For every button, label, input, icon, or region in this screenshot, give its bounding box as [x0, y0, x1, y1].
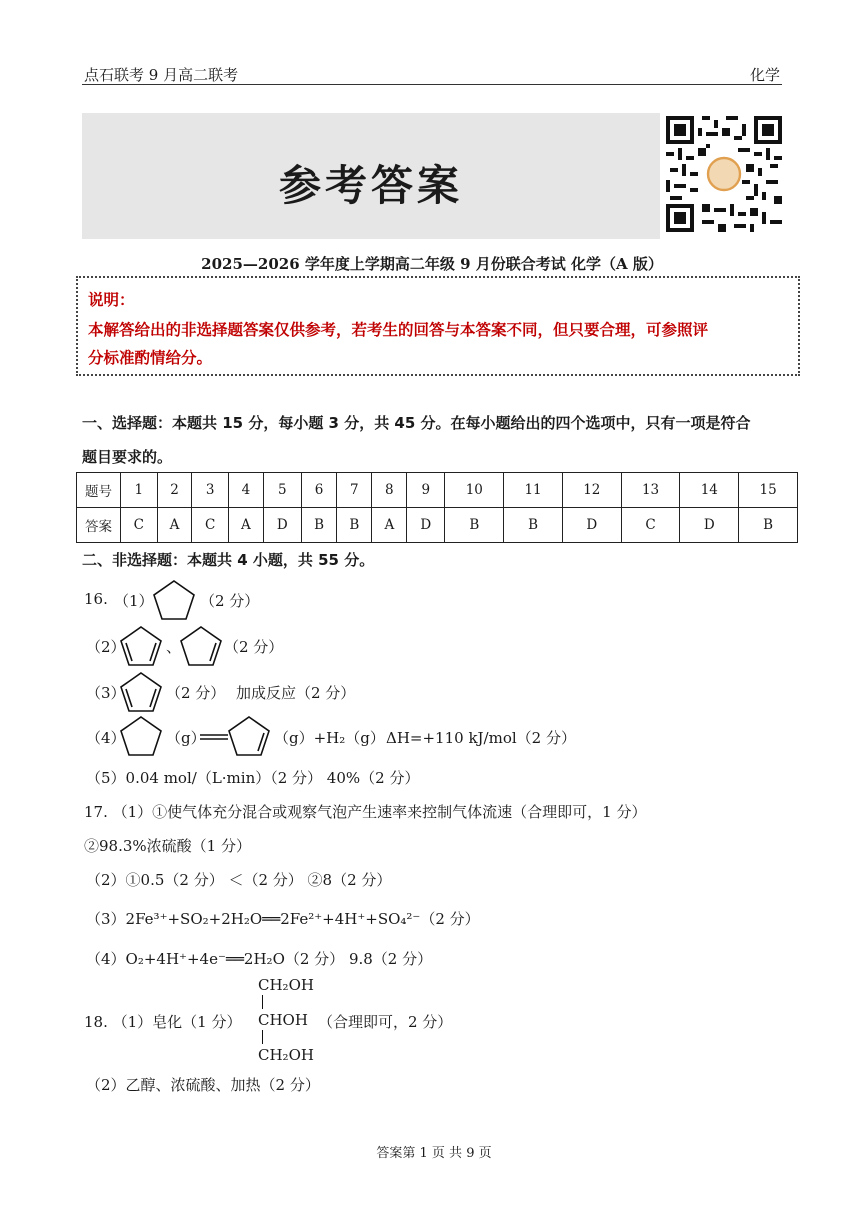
- section1-line-2: 题目要求的。: [82, 448, 173, 466]
- note-line-1: 本解答给出的非选择题答案仅供参考，若考生的回答与本答案不同，但只要合理，可参照评: [88, 321, 709, 339]
- glycerol-top: CH₂OH: [258, 976, 314, 994]
- bond-line: [262, 995, 263, 1009]
- section2-heading: 二、非选择题：本题共 4 小题，共 55 分。: [82, 551, 375, 569]
- answer-table: [76, 472, 798, 543]
- page-footer: 答案第 1 页 共 9 页: [376, 1146, 492, 1161]
- table-cell: B: [337, 508, 372, 543]
- table-cell: 5: [263, 473, 301, 508]
- table-cell: A: [229, 508, 264, 543]
- q16-p4-label: （4）: [86, 729, 126, 747]
- cyclopentane-icon: [118, 714, 164, 758]
- table-cell: 15: [739, 473, 798, 508]
- table-cell: B: [504, 508, 563, 543]
- header-divider: [82, 84, 782, 85]
- table-cell: C: [621, 508, 680, 543]
- cyclopentane-icon: [151, 578, 197, 622]
- table-cell: 8: [372, 473, 407, 508]
- table-cell: A: [372, 508, 407, 543]
- q16-p2-score: （2 分）: [224, 638, 284, 656]
- q16-p4-enthalpy: ΔH=+110 kJ/mol（2 分）: [386, 729, 576, 747]
- table-cell: 3: [192, 473, 229, 508]
- table-cell: 10: [445, 473, 504, 508]
- table-cell: D: [407, 508, 445, 543]
- title-banner: [82, 113, 660, 239]
- glycerol-bottom: CH₂OH: [258, 1046, 314, 1064]
- note-box: [76, 276, 800, 376]
- cyclopentadiene-icon: [118, 670, 164, 714]
- table-cell: A: [157, 508, 192, 543]
- q17-line-2: ②98.3%浓硫酸（1 分）: [84, 837, 251, 855]
- row-header: 题号: [77, 473, 121, 508]
- q17-line-3: （2）①0.5（2 分） ＜（2 分） ②8（2 分）: [86, 871, 392, 889]
- table-cell: B: [445, 508, 504, 543]
- q16-p3-text: 加成反应（2 分）: [236, 684, 356, 702]
- table-cell: D: [562, 508, 621, 543]
- table-cell: D: [263, 508, 301, 543]
- q17-line-5: （4）O₂+4H⁺+4e⁻══2H₂O（2 分） 9.8（2 分）: [86, 950, 433, 968]
- table-cell: 7: [337, 473, 372, 508]
- q17-line-1: 17. （1）①使气体充分混合或观察气泡产生速率来控制气体流速（合理即可，1 分）: [84, 803, 647, 821]
- cyclopentadiene-icon: [118, 624, 164, 668]
- table-cell: C: [121, 508, 158, 543]
- q18-line-2: （2）乙醇、浓硫酸、加热（2 分）: [86, 1076, 320, 1094]
- q16-p1-score: （2 分）: [200, 592, 260, 610]
- table-cell: B: [301, 508, 336, 543]
- cyclopentene-icon: [226, 714, 272, 758]
- table-cell: 4: [229, 473, 264, 508]
- cyclopentene-icon: [178, 624, 224, 668]
- q16-p2-label: （2）: [86, 638, 126, 656]
- table-cell: 2: [157, 473, 192, 508]
- equals-arrow-icon: [200, 732, 228, 742]
- q16-p4-phase-2: （g）+H₂（g）: [274, 729, 385, 747]
- header-right: 化学: [750, 66, 781, 84]
- note-line-2: 分标准酌情给分。: [88, 349, 213, 367]
- header-left: 点石联考 9 月高二联考: [84, 66, 239, 84]
- q18-line-1: 18. （1）皂化（1 分）: [84, 1013, 242, 1031]
- table-row: [77, 473, 798, 508]
- page-title: 参考答案: [278, 161, 463, 210]
- table-cell: C: [192, 508, 229, 543]
- table-cell: 13: [621, 473, 680, 508]
- bond-line: [262, 1030, 263, 1044]
- q16-p5: （5）0.04 mol/（L·min）（2 分） 40%（2 分）: [86, 769, 420, 787]
- q16-p3-score: （2 分）: [166, 684, 226, 702]
- table-cell: 12: [562, 473, 621, 508]
- q16-p2-separator: 、: [166, 638, 182, 656]
- q16-number: 16.: [84, 590, 108, 608]
- table-cell: 1: [121, 473, 158, 508]
- row-header: 答案: [77, 508, 121, 543]
- table-cell: 6: [301, 473, 336, 508]
- q16-p1-label: （1）: [114, 592, 154, 610]
- glycerol-middle: CHOH: [258, 1011, 308, 1029]
- table-row: [77, 508, 798, 543]
- qr-code-icon: [666, 116, 782, 232]
- section1-line-1: 一、选择题：本题共 15 分，每小题 3 分，共 45 分。在每小题给出的四个选项中，只有一项是符合: [82, 414, 751, 432]
- table-cell: B: [739, 508, 798, 543]
- table-cell: 14: [680, 473, 739, 508]
- q16-p3-label: （3）: [86, 684, 126, 702]
- q17-line-4: （3）2Fe³⁺+SO₂+2H₂O══2Fe²⁺+4H⁺+SO₄²⁻（2 分）: [86, 910, 480, 928]
- table-cell: 9: [407, 473, 445, 508]
- note-title: 说明：: [88, 291, 135, 309]
- table-cell: D: [680, 508, 739, 543]
- q18-line-1-tail: （合理即可，2 分）: [318, 1013, 453, 1031]
- q16-p4-phase-1: （g）: [166, 729, 206, 747]
- table-cell: 11: [504, 473, 563, 508]
- exam-subtitle: 2025—2026 学年度上学期高二年级 9 月份联合考试 化学（A 版）: [201, 255, 663, 273]
